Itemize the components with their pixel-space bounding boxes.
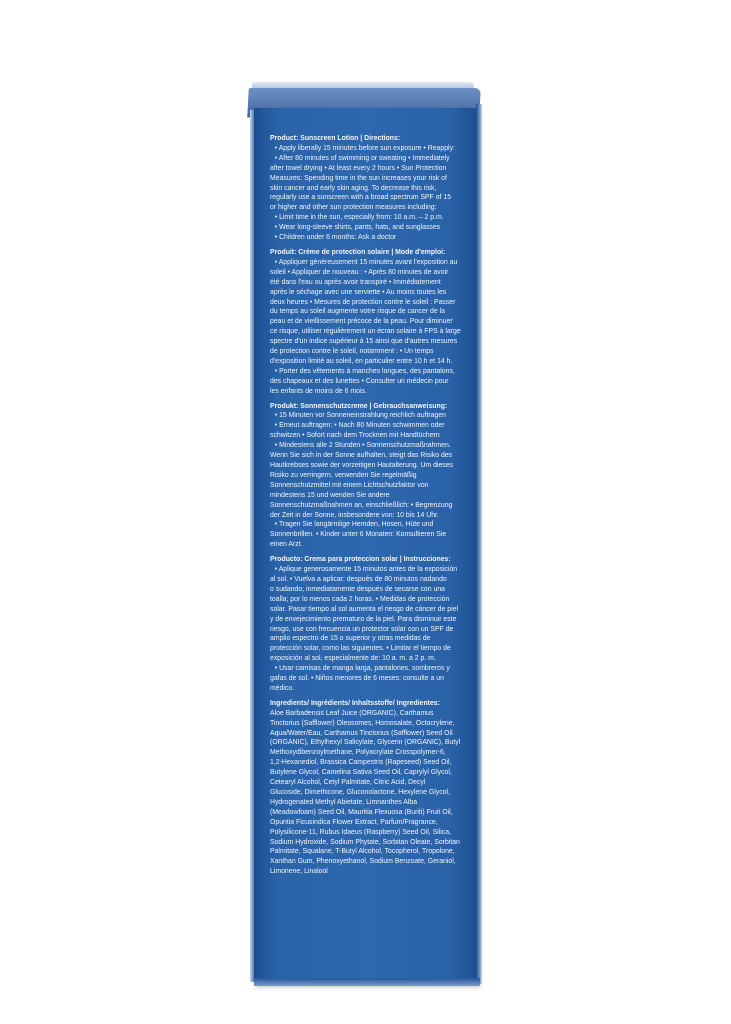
text-line: der Zeit in der Sonne, insbesondere von: 10 bis 14 Uhr. [270, 509, 439, 519]
text-line: deux heures • Mesures de protection contre le soleil : Passer [270, 296, 456, 306]
text-line: Polysilicone-11, Rubus Idaeus (Raspberry) Seed Oil, Silica, [270, 826, 451, 836]
text-line: Cetearyl Alcohol, Cetyl Palmitate, Citric Acid, Decyl [270, 777, 426, 787]
text-line: Risiko zu verringern, verwenden Sie regelmäßig [270, 469, 417, 479]
text-line: d'exposition limité au soleil, en particulier entre 10 h et 14 h. [270, 355, 453, 365]
section-ingredients-list [270, 697, 461, 876]
section-heading: Ingredients/ Ingrédients/ Inhaltsstoffe/ Ingredientes: [270, 697, 440, 707]
text-line: • After 80 minutes of swimming or sweating • Immediately [274, 152, 450, 162]
text-line: Hautkrebses sowie der vorzeitigen Hautalterung. Um dieses [270, 460, 453, 469]
text-line: du temps au soleil augmente votre risque de cancer de la [270, 306, 445, 316]
text-line: Xanthan Gum, Phenoxyethanol, Sodium Benzoate, Geraniol, [270, 856, 456, 866]
text-line: exposición al sol, especialmente de: 10 a. m. a 2 p. m. [270, 653, 436, 663]
section-heading: Produkt: Sonnenschutzcreme | Gebrauchsanweisung: [270, 400, 448, 410]
text-line: • Porter des vêtements à manches longues, des pantalons, [274, 365, 455, 375]
text-line: • Appliquer généreusement 15 minutes avant l'exposition au [274, 256, 458, 266]
text-line: regularly use a sunscreen with a broad spectrum SPF of 15 [270, 192, 452, 202]
text-line: amplio espectro de 15 o superior y otras medidas de [270, 633, 431, 643]
text-line: été dans l'eau ou après avoir transpiré • Immédiatement [270, 276, 441, 286]
text-line: médico. [270, 682, 295, 692]
text-line: Glucoside, Dimethicone, Gluconolactone, Hexylene Glycol, [270, 787, 450, 796]
section-heading: Product: Sunscreen Lotion | Directions: [270, 133, 401, 142]
text-line: Hydrogenated Methyl Abietate, Limnanthes Alba [270, 796, 418, 806]
text-line: Palmitate, Squalane, T-Butyl Alcohol, Tocopherol, Tropolone, [270, 846, 455, 856]
text-line: Tinctorius (Safflower) Oleosomes, Homosalate, Octocrylene, [270, 717, 455, 727]
text-line: al sol. • Vuelva a aplicar: después de 80 minutos nadando [270, 573, 447, 583]
text-line: • Usar camisas de manga larga, pantalones, sombreros y [274, 663, 450, 673]
text-line: Limonene, Linalool [270, 866, 328, 876]
text-line: ce risque, utiliser régulièrement un écran solaire à FPS à large [270, 326, 461, 336]
text-line: • Children under 6 months: Ask a doctor [274, 232, 397, 242]
text-line: peau et de vieillissement précoce de la peau. Pour diminuer [270, 316, 453, 326]
text-line: des chapeaux et des lunettes • Consulter un médecin pour [270, 375, 449, 385]
text-line: after towel drying • At least every 2 hours • Sun Protection [270, 162, 447, 172]
text-line: Aqua/Water/Eau, Carthamus Tinctorius (Safflower) Seed Oil [270, 727, 453, 737]
text-line: • Wear long-sleeve shirts, pants, hats, and sunglasses [274, 222, 441, 232]
text-line: schwitzen • Sofort nach dem Trocknen mit Handtüchern [270, 430, 440, 440]
text-line: o sudando; inmediatamente después de secarse con una [270, 583, 445, 593]
section-english-directions [270, 133, 456, 242]
text-line: les enfants de moins de 6 mois. [270, 385, 367, 395]
text-line: spectre d'un indice supérieur à 15 ainsi que d'autres mesures [270, 336, 458, 346]
text-line: • Erneut auftragen: • Nach 80 Minuten schwimmen oder [274, 420, 445, 430]
text-line: • Tragen Sie langärmlige Hemden, Hosen, Hüte und [274, 519, 434, 529]
text-line: • Limit time in the sun, especially from: 10 a.m. – 2 p.m. [274, 212, 444, 222]
text-line: 1,2-Hexanediol, Brassica Campestris (Rapeseed) Seed Oil, [270, 757, 452, 767]
text-line: riesgo, use con frecuencia un protector solar con un SPF de [270, 623, 454, 633]
text-line: y de envejecimiento prematuro de la piel. Para disminuir este [270, 613, 457, 623]
text-line: skin cancer and early skin aging. To decrease this risk, [270, 182, 437, 192]
text-line: • Apply liberally 15 minutes before sun exposure • Reapply: [274, 142, 455, 152]
section-heading: Produit: Crème de protection solaire | Mode d'emploi: [270, 246, 446, 256]
text-line: • 15 Minuten vor Sonneneinstrahlung reichlich auftragen [274, 410, 447, 420]
text-line: Sonnenbrillen. • Kinder unter 6 Monaten: Konsultieren Sie [270, 529, 447, 539]
text-line: de protection contre le soleil, notamment : • Un temps [270, 346, 434, 356]
text-line: • Mindestens alle 2 Stunden • Sonnenschutzmaßnahmen. [274, 440, 451, 450]
label-text-block [270, 133, 461, 881]
text-line: après le séchage avec une serviette • Au moins toutes les [270, 286, 447, 296]
text-line: Wenn Sie sich in der Sonne aufhalten, steigt das Risiko des [270, 450, 453, 460]
box-bottom-edge [254, 978, 480, 986]
text-line: protección solar, como las siguientes. • Limitar el tiempo de [270, 643, 451, 653]
text-line: Sonnenschutzmaßnahmen an, einschließlich: • Begrenzung [270, 499, 453, 509]
text-line: Aloe Barbadensis Leaf Juice (ORGANIC), Carthamus [270, 707, 434, 717]
text-line: (Meadowfoam) Seed Oil, Mauritia Flexuosa (Buriti) Fruit Oil, [270, 806, 453, 816]
text-line: (ORGANIC), Ethylhexyl Salicylate, Glycerin (ORGANIC), Butyl [270, 737, 461, 747]
text-line: or higher and other sun protection measures including: [270, 202, 437, 212]
text-line: Methoxydibenzoylmethane, Polyacrylate Crosspolymer-6, [270, 747, 446, 757]
text-line: solar. Pasar tiempo al sol aumenta el riesgo de cáncer de piel [270, 603, 458, 613]
text-line: Opuntia Ficusindica Flower Extract, Parfum/Fragrance, [270, 816, 438, 826]
text-line: Sonnenschutzmittel mit einem Lichtschutzfaktor von [270, 479, 429, 489]
text-line: • Aplique generosamente 15 minutos antes de la exposición [274, 564, 458, 574]
text-line: Sodium Hydroxide, Sodium Phytate, Sorbitan Oleate, Sorbitan [270, 836, 460, 846]
text-line: gafas de sol. • Niños menores de 6 meses: consulte a un [270, 673, 444, 683]
section-heading: Producto: Crema para proteccion solar | Instrucciones: [270, 554, 451, 564]
section-spanish-directions [270, 554, 456, 693]
section-french-directions [270, 246, 461, 396]
text-line: soleil • Appliquer de nouveau : • Après 80 minutes de avoir [270, 266, 449, 276]
text-line: toalla; por lo menos cada 2 horas. • Medidas de protección [270, 593, 450, 603]
text-line: Measures: Spending time in the sun increases your risk of [270, 172, 447, 182]
text-line: einen Arzt. [270, 539, 303, 549]
section-german-directions [270, 401, 456, 550]
text-line: Butylene Glycol, Camelina Sativa Seed Oil, Caprylyl Glycol, [270, 767, 452, 777]
box-right-edge [476, 104, 482, 984]
text-line: mindestens 15 und wenden Sie andere [270, 489, 390, 499]
